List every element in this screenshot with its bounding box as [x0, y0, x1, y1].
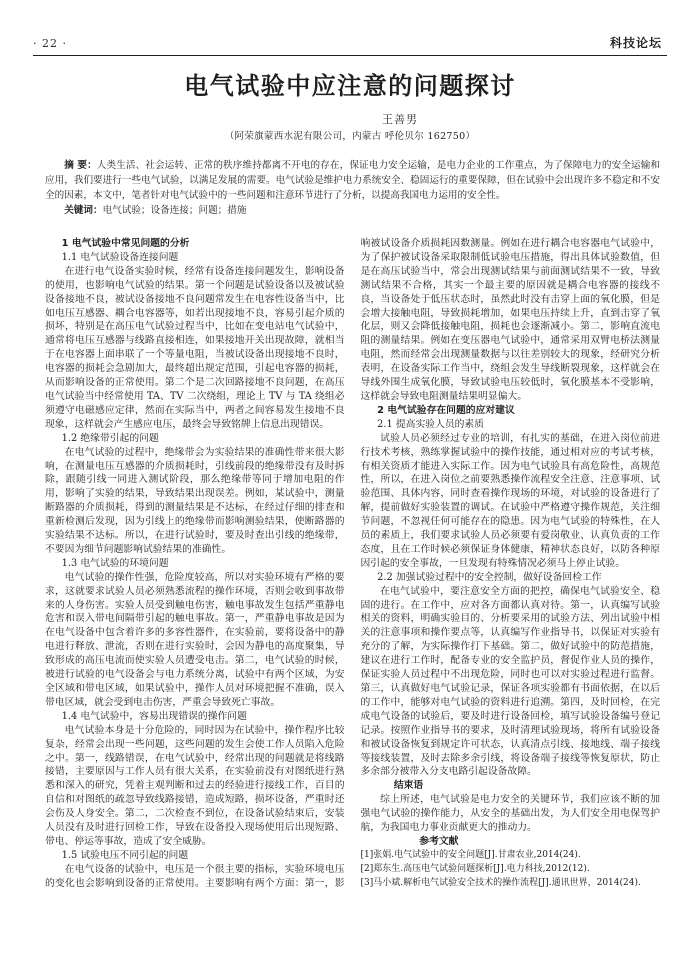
journal-column-name: 科技论坛 [609, 36, 662, 50]
subsection-heading: 1.2 绝缘带引起的问题 [61, 432, 159, 444]
paragraph: 电气试验本身是十分危险的，同时因为在试验中，操作程序比较复杂，经常会出现一些问题，这些问题的发生会使工作人员陷入危险之中。第一，线路错误，在电气试验中，经常出现的问题就是将线路接错，主要原因与工作人员有很大关系，在实验前没有对图纸进行熟悉和深入的研究，凭着主观判断和过去的经验进行接线工作，百目的自信和对图纸的疏忽导致线路接错，造成短路，损坏设备，严重时还会伤及人身安全。第二，二次检查不到位，在设备试验结束后，安装人员没有及时进行回检工作，导致在设备投入现场使用后出现短路、带电、停运等事故，造成了安全威胁。 [45, 724, 345, 847]
reference-item: [2]郑东生.高压电气试验问题探析[J].电力科技,2012(12). [360, 863, 590, 874]
section-heading: 2 电气试验存在问题的应对建议 [377, 404, 515, 416]
paragraph: 在进行电气设备实验时候，经常有设备连接问题发生，影响设备的使用，也影响电气试验的结果。第一个问题是试验设备以及被试验设备接地不良，被试设备接地不良问题常发生在电容性设备当中，比如电压互感器、耦合电容器等，如若出现接地不良，容易引起介质的损坏，特别是在高压电气试验过程当中，比如在变电站电气试验中，通常将电压互感器与线路直接相连，如果接地开关出现故障，就相当于在电容器上面串联了一个等量电阻，当被试设备出现接地不良时，电容器的损耗会急剧加大，最终超出规定范围，引起电容器的损耗，从而影响设备的正常使用。第二个是二次回路接地不良问题，在高压电气试验当中经常使用 TA、TV 二次绕组，理论上 TV 与 TA 绕组必须遵守电磁感应定律，然而在实际当中，两者之间容易发生接地不良现象，这样就会产生感应电压，最终会导致铭牌上信息出现错误。 [45, 265, 345, 430]
subsection-heading: 1.4 电气试验中，容易出现错误的操作问题 [61, 710, 247, 722]
keywords-label: 关键词： [64, 205, 103, 216]
keywords-text: 电气试验；设备连接；问题；措施 [102, 205, 247, 216]
paragraph: 试验人员必须经过专业的培训，有扎实的基础，在进入岗位前进行技术考核，熟练掌握试验中的操作技能，通过相对应的考试考核，有相关资质才能进入实际工作。因为电气试验具有高危险性，高规范性，所以，在进入岗位之前要熟悉操作流程安全注意、注意事项、试验范围、具体内容，同时查看操作现场的环境，对试验的设备进行了解，提前做好实验装置的调试。在试验中严格遵守操作规范，关注细节问题，不忽视任何可能存在的隐患。因为电气试验的特殊性，在人员的素质上，我们要求试验人员必须要有爱岗敬业、认真负责的工作态度，且在工作时候必须保证身体健康，精神状态良好，以防各种原因引起的安全事故，一旦发现有特殊情况必须马上停止试验。 [360, 432, 660, 569]
subsection-heading: 1.1 电气试验设备连接问题 [61, 251, 179, 263]
reference-item: [1]张娟.电气试验中的安全问题[J].甘肃农业,2014(24). [360, 849, 581, 860]
article-title: 电气试验中应注意的问题探讨 [184, 72, 516, 100]
subsection-heading: 2.2 加强试验过程中的安全控制，做好设备回检工作 [377, 571, 602, 583]
abstract-text: 人类生活、社会运转、正常的秩序维持都离不开电的存在，保证电力安全运输，是电力企业的工作重点，为了保障电力的安全运输和应用，我们要进行一些电气试验，以满足发展的需要。电气试验是维护电力系统安全、稳固运行的重要保障，但在试验中会出现许多不稳定和不安全的因素，本文中，笔者针对电气试验中的一些问题和注意环节进行了分析，以提高我国电力运用的安全性。 [45, 160, 661, 201]
article-body [45, 237, 660, 891]
header-divider [33, 55, 667, 56]
subsection-heading: 2.1 提高实验人员的素质 [377, 418, 485, 430]
subsection-heading: 1.3 电气试验的环境问题 [61, 557, 169, 569]
conclusion-paragraph: 综上所述，电气试验是电力安全的关键环节，我们应该不断的加强电气试验的操作能力，从安全的基础出发，为人们安全用电保驾护航，为我国电力事业贡献更大的推动力。 [360, 794, 660, 834]
paragraph: 在电气设备的试验中，电压是一个很主要的指标，实验环境电压的变化也会影响到设备的正常使用。主要影响有两个方面：第一，影响被试设备介质损耗因数测量。例如在进行耦合电容器电气试验中，为了保护被试设备采取限制低试验电压措施，得出具体试验数值，但是在高压试验当中，常会出现测试结果与前面测试结果不一致，导致测试结果不合格，其实一个最主要的原因就是耦合电容器的接线不良，当设备处于低压状态时，虽然此时没有击穿上面的氧化膜，但是会增大接触电阻，导致损耗增加，如果电压持续上升，直到击穿了氧化层，则又会降低接触电阻，损耗也会逐渐减小。第二，影响直流电阻的测量结果。例如在变压器电气试验中，通常采用双臂电桥法测量电阻，然而经常会出现测量数据与以往差别较大的现象，经研究分析表明，在设备实际工作当中，绕组会发生导线断裂现象，这样就会在导线外围生成氧化膜，导致试验电压较低时，氧化膜基本不受影响，这样就会导致电阻测量结果明显偏大。 [45, 238, 660, 889]
abstract-label: 摘 要： [64, 160, 97, 171]
references-heading: 参考文献 [419, 835, 459, 847]
keywords [45, 203, 660, 218]
author-name: 王善男 [382, 113, 418, 126]
abstract-block [45, 158, 660, 218]
subsection-heading: 1.5 试验电压不同引起的问题 [61, 849, 189, 861]
conclusion-heading: 结束语 [393, 780, 424, 792]
section-heading: 1 电气试验中常见问题的分析 [61, 238, 190, 249]
abstract [45, 158, 660, 203]
paragraph: 在电气试验中，要注意安全方面的把控，确保电气试验安全、稳固的进行。在工作中，应对各方面都认真对待。第一，认真编写试验相关的资料，明确实验目的、分析要采用的试验方法、列出试验中相关的注意事项和操作要点等，认真编写作业指导书，以保证对实验有充分的了解，为实际操作打下基础。第二，做好试验中的防范措施，建议在进行工作时，配备专业的安全监护员，督促作业人员的操作，保证实验人员过程中不出现危险，同时也可以对实验过程进行监督。第三，认真做好电气试验记录，保证各项实验都有书面依据，在以后的工作中，能够对电气试验的资料进行追溯。第四，及时回检，在完成电气设备的试验后，要及时进行设备回检，填写试验设备编号登记记录。按照作业指导书的要求，及时清理试验现场，将所有试验设备和被试设备恢复到规定许可状态，认真清点引线、接地线、端子接线等接线装置，及时去除多余引线，将设备端子接线等恢复原状，防止多余部分被带入分支电路引起设备故障。 [360, 585, 660, 778]
page-number: · 22 · [33, 37, 67, 50]
paragraph: 在电气试验的过程中，绝缘带会为实验结果的准确性带来很大影响，在测量电压互感器的介质损耗时，引线前段的绝缘带没有及时拆除，跟随引线一同进入测试阶段，那么绝缘带等同于增加电阻的作用，影响了实验的结果，导致结果出现误差。例如，某试验中，测量断路器的介质损耗，得到的测量结果是不达标，在经过仔细的排查和重新检测后发现，因为引线上的绝缘带而影响测验结果，使断路器的实验结果不达标。所以，在进行试验时，要及时查出引线的绝缘带，不要因为细节问题影响试验结果的准确性。 [45, 446, 345, 555]
reference-item: [3]马小斌.解析电气试验安全技术的操作流程[J].通讯世界，2014(24). [360, 877, 641, 888]
author-affiliation: （阿荣旗蒙西水泥有限公司，内蒙古 呼伦贝尔 162750） [224, 131, 476, 142]
paragraph: 电气试验的操作性强，危险度较高，所以对实验环境有严格的要求，这就要求试验人员必须熟悉流程的操作环境，否则会收到事故带来的人身伤害。实验人员受到触电伤害，触电事故发生包括严重静电危害和误入带电间隔带引起的触电事故。第一，严重静电事故是因为在电气设备中包含着许多的多容性器件，在实验前，要将设备中的静电进行释放、泄流，否则在进行实验时，会因为静电的高度聚集，导致形成的高压电流而使实验人员遭受电击。第二，电气试验的时候，被进行试验的电气设备会与电力系统分离，试验中有两个区域，为安全区域和带电区域，如果试验中，操作人员对环境把握不准确，误入带电区域，就会受到电击伤害，严重会导致死亡事故。 [45, 571, 345, 708]
